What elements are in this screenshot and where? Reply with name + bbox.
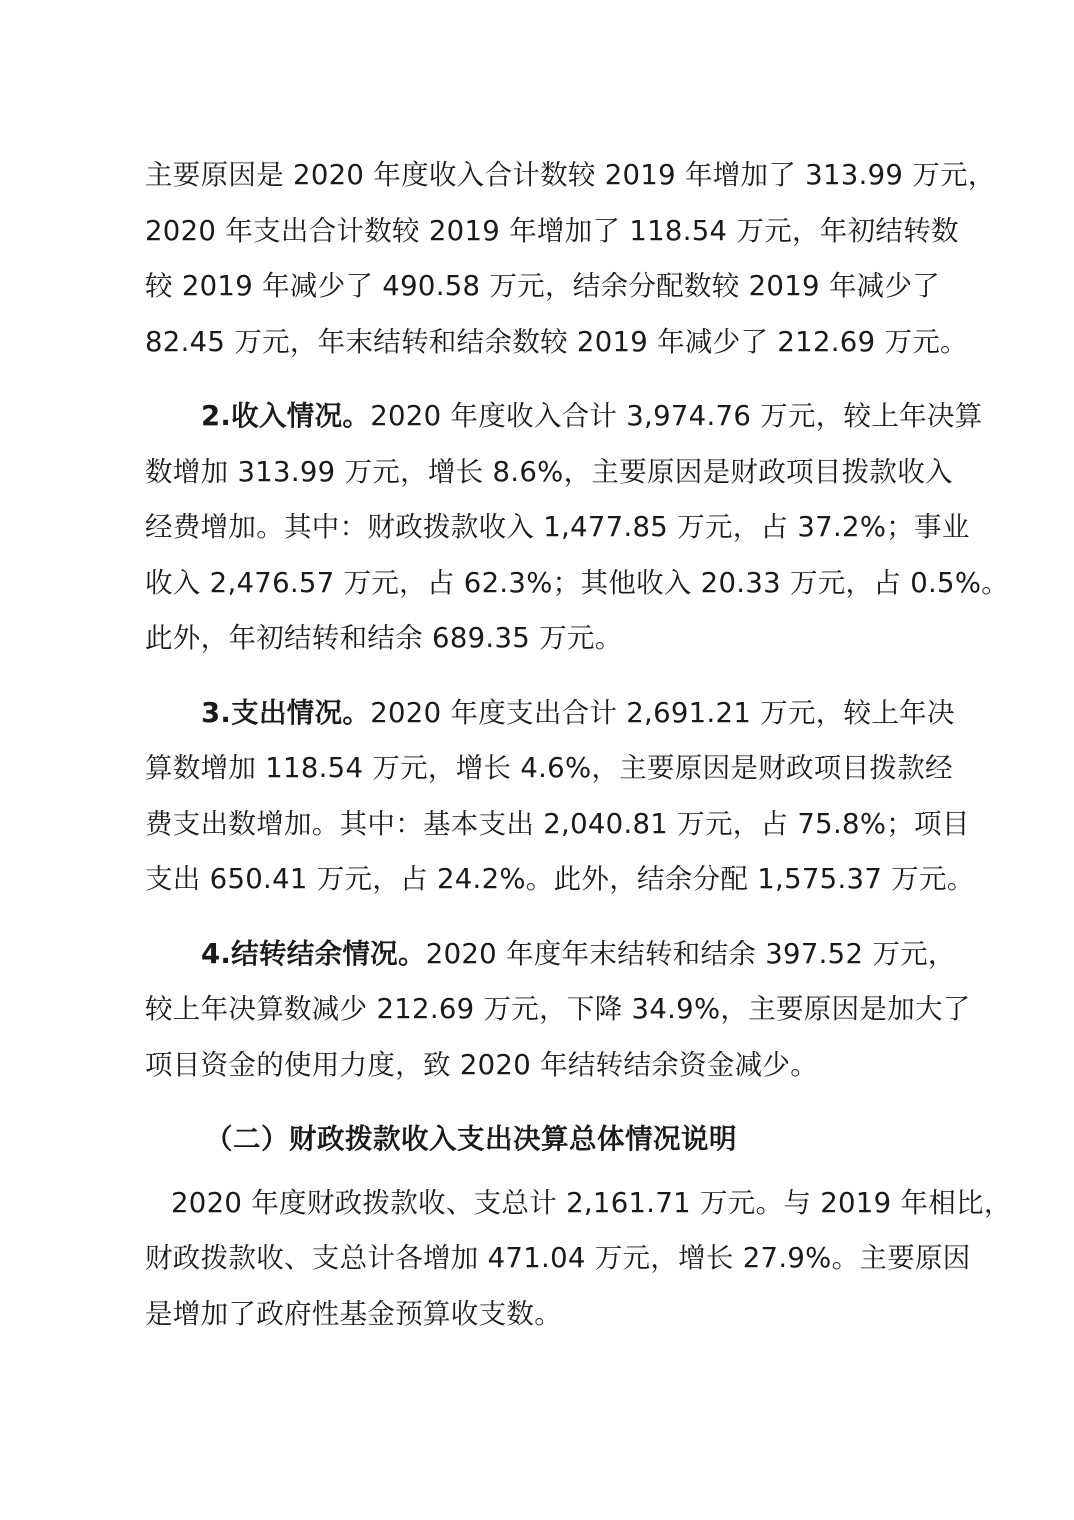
text-line: 财政拨款收、支总计各增加 471.04 万元，增长 27.9%。主要原因	[145, 1242, 971, 1274]
text-line: 2020 年支出合计数较 2019 年增加了 118.54 万元，年初结转数	[145, 214, 959, 247]
paragraph-summary	[145, 148, 996, 370]
income-first-line: 2020 年度收入合计 3,974.76 万元，较上年决算	[370, 400, 983, 432]
document-page	[145, 148, 1012, 1342]
text-line: 是增加了政府性基金预算收支数。	[145, 1297, 562, 1330]
paragraph-gap	[145, 1093, 945, 1112]
text-line: 2020 年度财政拨款收、支总计 2,161.71 万元。与 2019 年相比，	[171, 1186, 1012, 1219]
text-line	[145, 389, 983, 445]
paragraph-gap	[145, 908, 945, 927]
text-line	[145, 686, 955, 742]
text-line: 82.45 万元，年末结转和结余数较 2019 年减少了 212.69 万元。	[145, 325, 968, 358]
paragraph-income	[145, 389, 1010, 667]
section-heading: （二）财政拨款收入支出决算总体情况说明	[205, 1123, 737, 1155]
income-heading: 2.收入情况。	[201, 400, 371, 432]
expense-first-line: 2020 年度支出合计 2,691.21 万元，较上年决	[370, 696, 955, 729]
text-line: 费支出数增加。其中：基本支出 2,040.81 万元，占 75.8%；项目	[145, 807, 970, 840]
paragraph-appropriation	[145, 1176, 1012, 1343]
text-line: 此外，年初结转和结余 689.35 万元。	[145, 622, 623, 654]
text-line: 数增加 313.99 万元，增长 8.6%，主要原因是财政项目拨款收入	[145, 455, 953, 488]
paragraph-gap	[145, 1168, 945, 1176]
paragraph-expense	[145, 686, 975, 908]
expense-heading: 3.支出情况。	[201, 696, 371, 729]
text-line: 项目资金的使用力度，致 2020 年结转结余资金减少。	[145, 1048, 819, 1081]
paragraph-gap	[145, 370, 945, 389]
paragraph-carryover	[145, 927, 971, 1094]
paragraph-gap	[145, 667, 945, 686]
text-line: 经费增加。其中：财政拨款收入 1,477.85 万元，占 37.2%；事业	[145, 511, 970, 543]
text-line: 收入 2,476.57 万元，占 62.3%；其他收入 20.33 万元，占 0.5%。	[145, 566, 1010, 599]
text-line: 算数增加 118.54 万元，增长 4.6%，主要原因是财政项目拨款经	[145, 752, 953, 784]
text-line: 主要原因是 2020 年度收入合计数较 2019 年增加了 313.99 万元，	[145, 159, 996, 191]
text-line	[145, 927, 956, 983]
text-line: 较上年决算数减少 212.69 万元，下降 34.9%，主要原因是加大了	[145, 993, 971, 1025]
text-line: 支出 650.41 万元，占 24.2%。此外，结余分配 1,575.37 万元。	[145, 863, 975, 895]
carryover-heading: 4.结转结余情况。	[201, 937, 426, 970]
text-line: 较 2019 年减少了 490.58 万元，结余分配数较 2019 年减少了	[145, 270, 941, 302]
carryover-first-line: 2020 年度年末结转和结余 397.52 万元，	[425, 937, 956, 970]
